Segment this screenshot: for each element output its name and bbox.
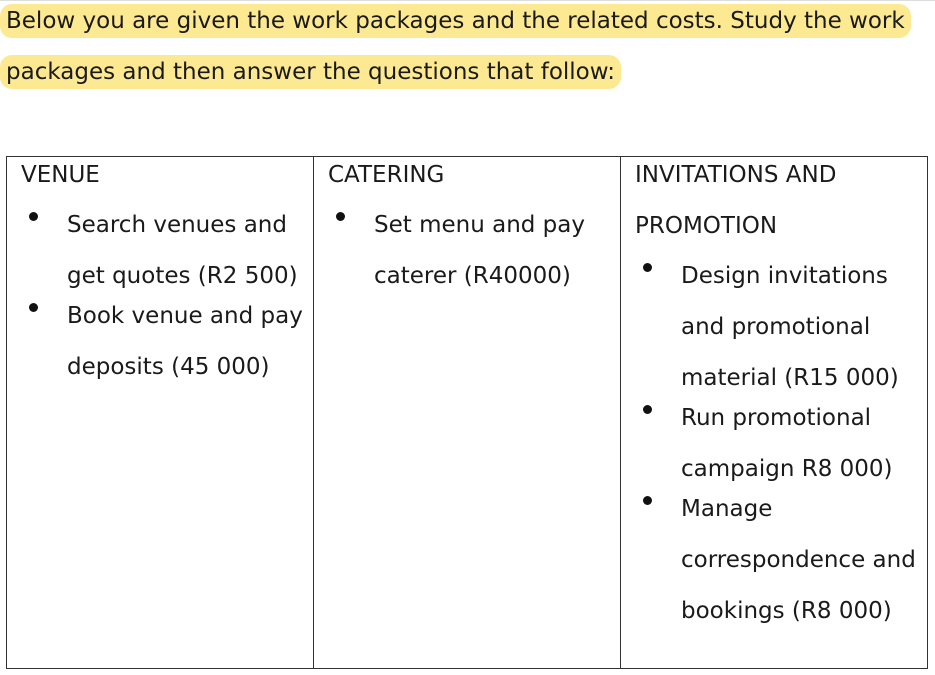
intro-highlighted-line-2: packages and then answer the questions that follow: [0, 55, 621, 89]
list-item [328, 200, 614, 302]
bullet-icon [336, 212, 345, 221]
invitations-heading-line-2: PROMOTION [635, 213, 778, 239]
venue-column [7, 157, 314, 669]
bullet-icon [643, 496, 652, 505]
bullet-icon [643, 405, 652, 414]
venue-list [21, 200, 307, 393]
invitations-item-text: Design invitations and promotional material (R15 000) [681, 263, 899, 391]
bullet-icon [643, 263, 652, 272]
list-item [21, 291, 307, 393]
invitations-item-text: Manage correspondence and bookings (R8 000) [681, 496, 916, 624]
catering-list [328, 200, 614, 302]
venue-item-text: Book venue and pay deposits (45 000) [67, 303, 303, 380]
intro-highlighted-line-1: Below you are given the work packages and the related costs. Study the work [0, 4, 911, 38]
venue-heading: VENUE [21, 162, 100, 188]
list-item [635, 251, 921, 404]
catering-column [314, 157, 621, 669]
top-divider [0, 0, 935, 1]
bullet-icon [29, 212, 38, 221]
venue-item-text: Search venues and get quotes (R2 500) [67, 212, 298, 289]
list-item [635, 484, 921, 637]
bullet-icon [29, 303, 38, 312]
catering-heading: CATERING [328, 162, 445, 188]
invitations-column [621, 157, 928, 669]
work-packages-table [6, 156, 928, 669]
table-row [7, 157, 928, 669]
catering-item-text: Set menu and pay caterer (R40000) [374, 212, 585, 289]
list-item [635, 393, 921, 495]
list-item [21, 200, 307, 302]
invitations-list [635, 251, 921, 637]
invitations-item-text: Run promotional campaign R8 000) [681, 405, 893, 482]
invitations-heading-line-1: INVITATIONS AND [635, 162, 837, 188]
